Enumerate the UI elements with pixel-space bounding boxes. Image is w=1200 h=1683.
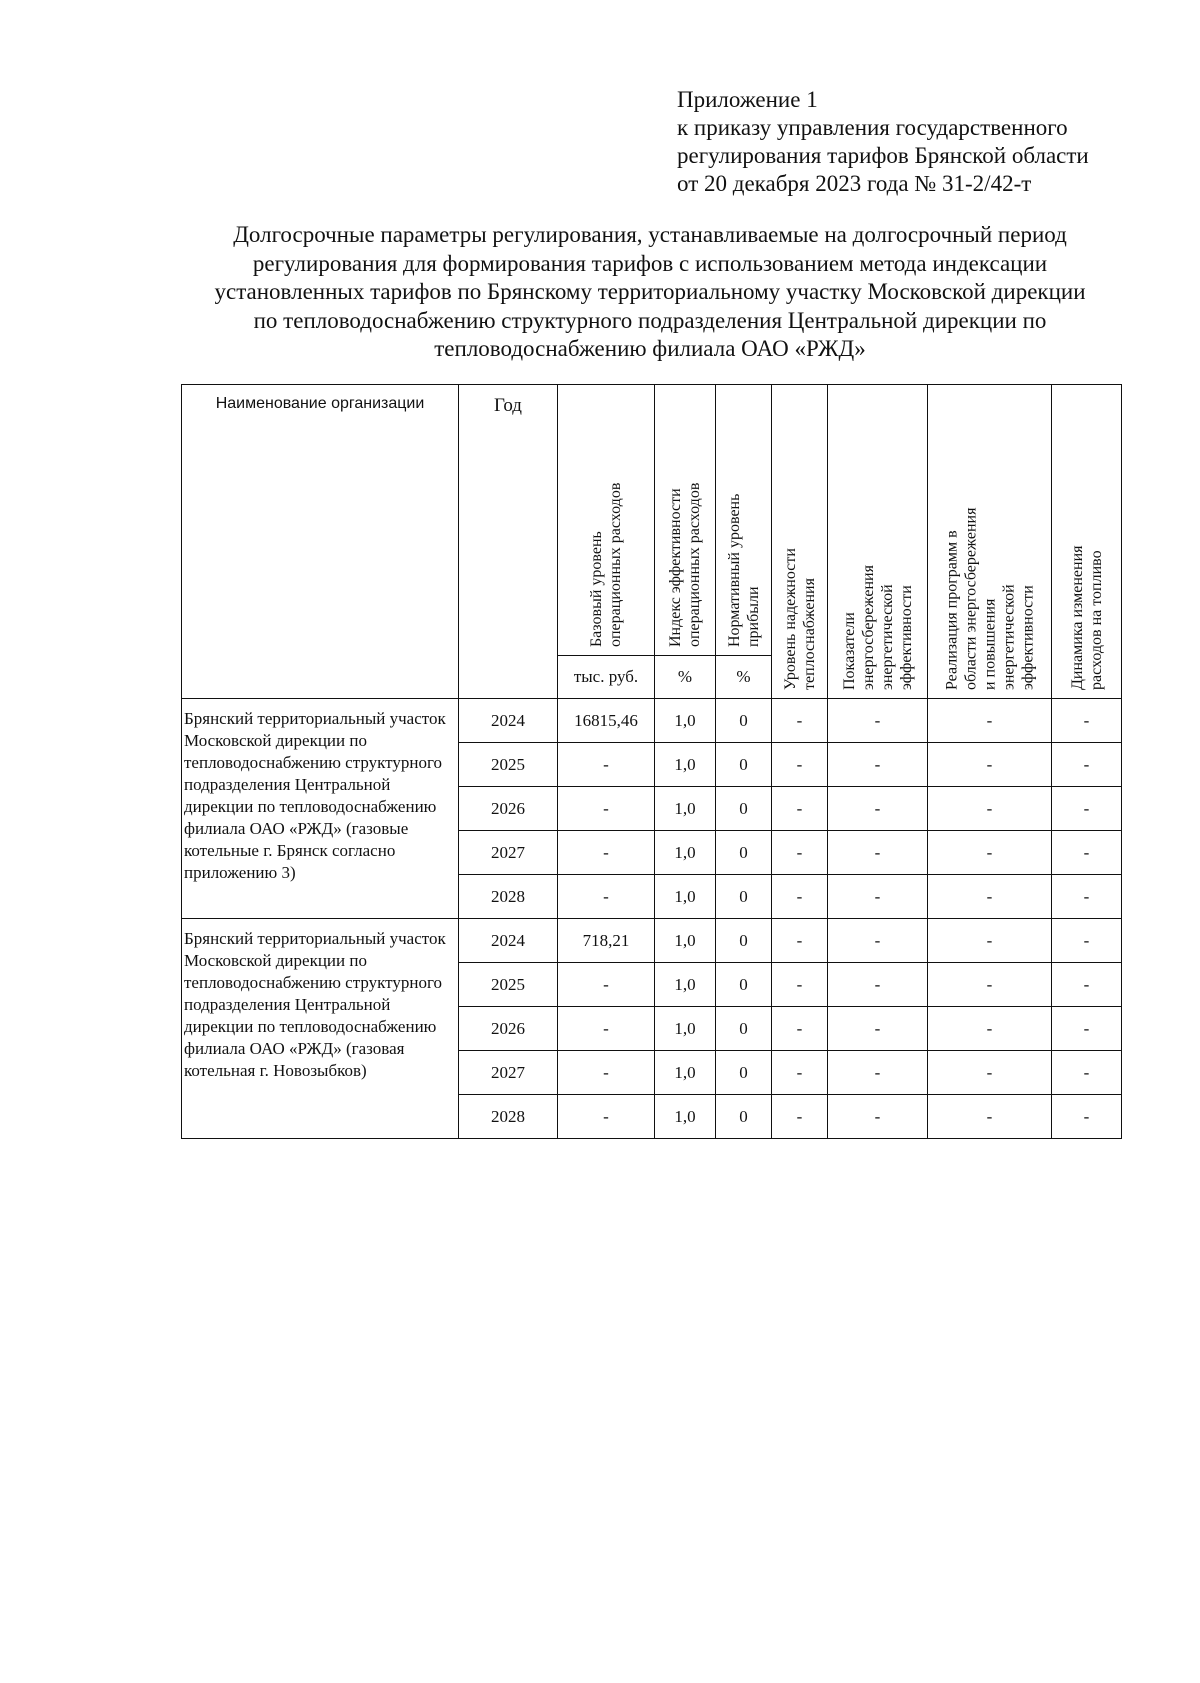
document-title	[170, 221, 1130, 364]
unit-index: %	[655, 656, 716, 699]
cell-year: 2026	[459, 1007, 558, 1051]
cell-fuel: -	[1052, 787, 1122, 831]
cell-year: 2025	[459, 963, 558, 1007]
cell-energy: -	[828, 919, 928, 963]
cell-reliability: -	[772, 875, 828, 919]
cell-energy: -	[828, 699, 928, 743]
cell-index: 1,0	[655, 875, 716, 919]
cell-energy: -	[828, 1095, 928, 1139]
cell-reliability: -	[772, 787, 828, 831]
cell-profit: 0	[716, 1051, 772, 1095]
cell-reliability: -	[772, 831, 828, 875]
header-energy-indicators: Показатели энергосбережения энергетической эффективности	[828, 385, 928, 699]
cell-year: 2025	[459, 743, 558, 787]
cell-index: 1,0	[655, 963, 716, 1007]
cell-year: 2024	[459, 699, 558, 743]
unit-profit: %	[716, 656, 772, 699]
cell-reliability: -	[772, 699, 828, 743]
cell-energy: -	[828, 743, 928, 787]
cell-programs: -	[928, 743, 1052, 787]
cell-fuel: -	[1052, 919, 1122, 963]
cell-base: -	[558, 1095, 655, 1139]
appendix-line: от 20 декабря 2023 года № 31-2/42-т	[677, 171, 1032, 196]
title-line: Долгосрочные параметры регулирования, устанавливаемые на долгосрочный период	[233, 222, 1067, 247]
header-fuel-dynamics: Динамика изменения расходов на топливо	[1052, 385, 1122, 699]
cell-energy: -	[828, 875, 928, 919]
table-body	[182, 699, 1122, 1139]
cell-energy: -	[828, 787, 928, 831]
title-line: по тепловодоснабжению структурного подразделения Центральной дирекции по	[253, 307, 1047, 333]
appendix-line: к приказу управления государственного	[677, 115, 1068, 140]
cell-reliability: -	[772, 1051, 828, 1095]
cell-base: 16815,46	[558, 699, 655, 743]
cell-programs: -	[928, 875, 1052, 919]
cell-profit: 0	[716, 919, 772, 963]
cell-energy: -	[828, 1007, 928, 1051]
cell-fuel: -	[1052, 1095, 1122, 1139]
cell-year: 2028	[459, 1095, 558, 1139]
cell-year: 2028	[459, 875, 558, 919]
cell-index: 1,0	[655, 743, 716, 787]
cell-reliability: -	[772, 743, 828, 787]
title-line: регулирования для формирования тарифов с использованием метода индексации	[252, 250, 1048, 276]
cell-profit: 0	[716, 787, 772, 831]
cell-energy: -	[828, 963, 928, 1007]
cell-year: 2027	[459, 831, 558, 875]
cell-profit: 0	[716, 963, 772, 1007]
cell-profit: 0	[716, 1095, 772, 1139]
header-efficiency-index: Индекс эффективности операционных расходов	[655, 385, 716, 656]
cell-programs: -	[928, 963, 1052, 1007]
header-energy-programs: Реализация программ в области энергосбережения и повышения энергетической эффективности	[928, 385, 1052, 699]
org-name: Брянский территориальный участок Московской дирекции по тепловодоснабжению структурного подразделения Центральной дирекции по тепловодоснабжению филиала ОАО «РЖД» (газовая котельная г. Новозыбков)	[182, 919, 459, 1139]
cell-reliability: -	[772, 1095, 828, 1139]
org-name: Брянский территориальный участок Московской дирекции по тепловодоснабжению структурного подразделения Центральной дирекции по тепловодоснабжению филиала ОАО «РЖД» (газовые котельные г. Брянск согласно приложению 3)	[182, 699, 459, 919]
cell-fuel: -	[1052, 831, 1122, 875]
cell-reliability: -	[772, 1007, 828, 1051]
cell-base: -	[558, 963, 655, 1007]
cell-programs: -	[928, 1095, 1052, 1139]
cell-index: 1,0	[655, 1051, 716, 1095]
header-org: Наименование организации	[182, 385, 459, 699]
parameters-table	[181, 384, 1122, 1139]
cell-profit: 0	[716, 875, 772, 919]
cell-reliability: -	[772, 963, 828, 1007]
cell-profit: 0	[716, 699, 772, 743]
cell-fuel: -	[1052, 963, 1122, 1007]
cell-base: -	[558, 787, 655, 831]
cell-reliability: -	[772, 919, 828, 963]
cell-profit: 0	[716, 743, 772, 787]
cell-programs: -	[928, 1051, 1052, 1095]
title-line: тепловодоснабжению филиала ОАО «РЖД»	[434, 336, 866, 361]
cell-base: -	[558, 1007, 655, 1051]
header-year: Год	[459, 385, 558, 699]
cell-year: 2026	[459, 787, 558, 831]
cell-year: 2024	[459, 919, 558, 963]
cell-fuel: -	[1052, 875, 1122, 919]
cell-base: -	[558, 743, 655, 787]
cell-index: 1,0	[655, 1095, 716, 1139]
cell-fuel: -	[1052, 1051, 1122, 1095]
cell-programs: -	[928, 919, 1052, 963]
cell-programs: -	[928, 787, 1052, 831]
table-row	[182, 699, 1122, 743]
cell-base: -	[558, 1051, 655, 1095]
cell-index: 1,0	[655, 919, 716, 963]
cell-fuel: -	[1052, 743, 1122, 787]
table-header	[182, 385, 1122, 699]
cell-index: 1,0	[655, 831, 716, 875]
cell-fuel: -	[1052, 699, 1122, 743]
cell-year: 2027	[459, 1051, 558, 1095]
appendix-line: регулирования тарифов Брянской области	[677, 143, 1089, 168]
appendix-header	[677, 86, 1089, 198]
cell-fuel: -	[1052, 1007, 1122, 1051]
cell-index: 1,0	[655, 699, 716, 743]
header-profit-level: Нормативный уровень прибыли	[716, 385, 772, 656]
cell-programs: -	[928, 699, 1052, 743]
title-line: установленных тарифов по Брянскому территориальному участку Московской дирекции	[214, 279, 1086, 304]
cell-programs: -	[928, 831, 1052, 875]
cell-programs: -	[928, 1007, 1052, 1051]
cell-profit: 0	[716, 1007, 772, 1051]
appendix-line: Приложение 1	[677, 87, 818, 112]
unit-base: тыс. руб.	[558, 656, 655, 699]
header-base-opex: Базовый уровень операционных расходов	[558, 385, 655, 656]
header-reliability: Уровень надежности теплоснабжения	[772, 385, 828, 699]
cell-energy: -	[828, 831, 928, 875]
table-row	[182, 919, 1122, 963]
cell-index: 1,0	[655, 787, 716, 831]
cell-base: -	[558, 875, 655, 919]
cell-profit: 0	[716, 831, 772, 875]
cell-base: 718,21	[558, 919, 655, 963]
cell-base: -	[558, 831, 655, 875]
cell-energy: -	[828, 1051, 928, 1095]
cell-index: 1,0	[655, 1007, 716, 1051]
